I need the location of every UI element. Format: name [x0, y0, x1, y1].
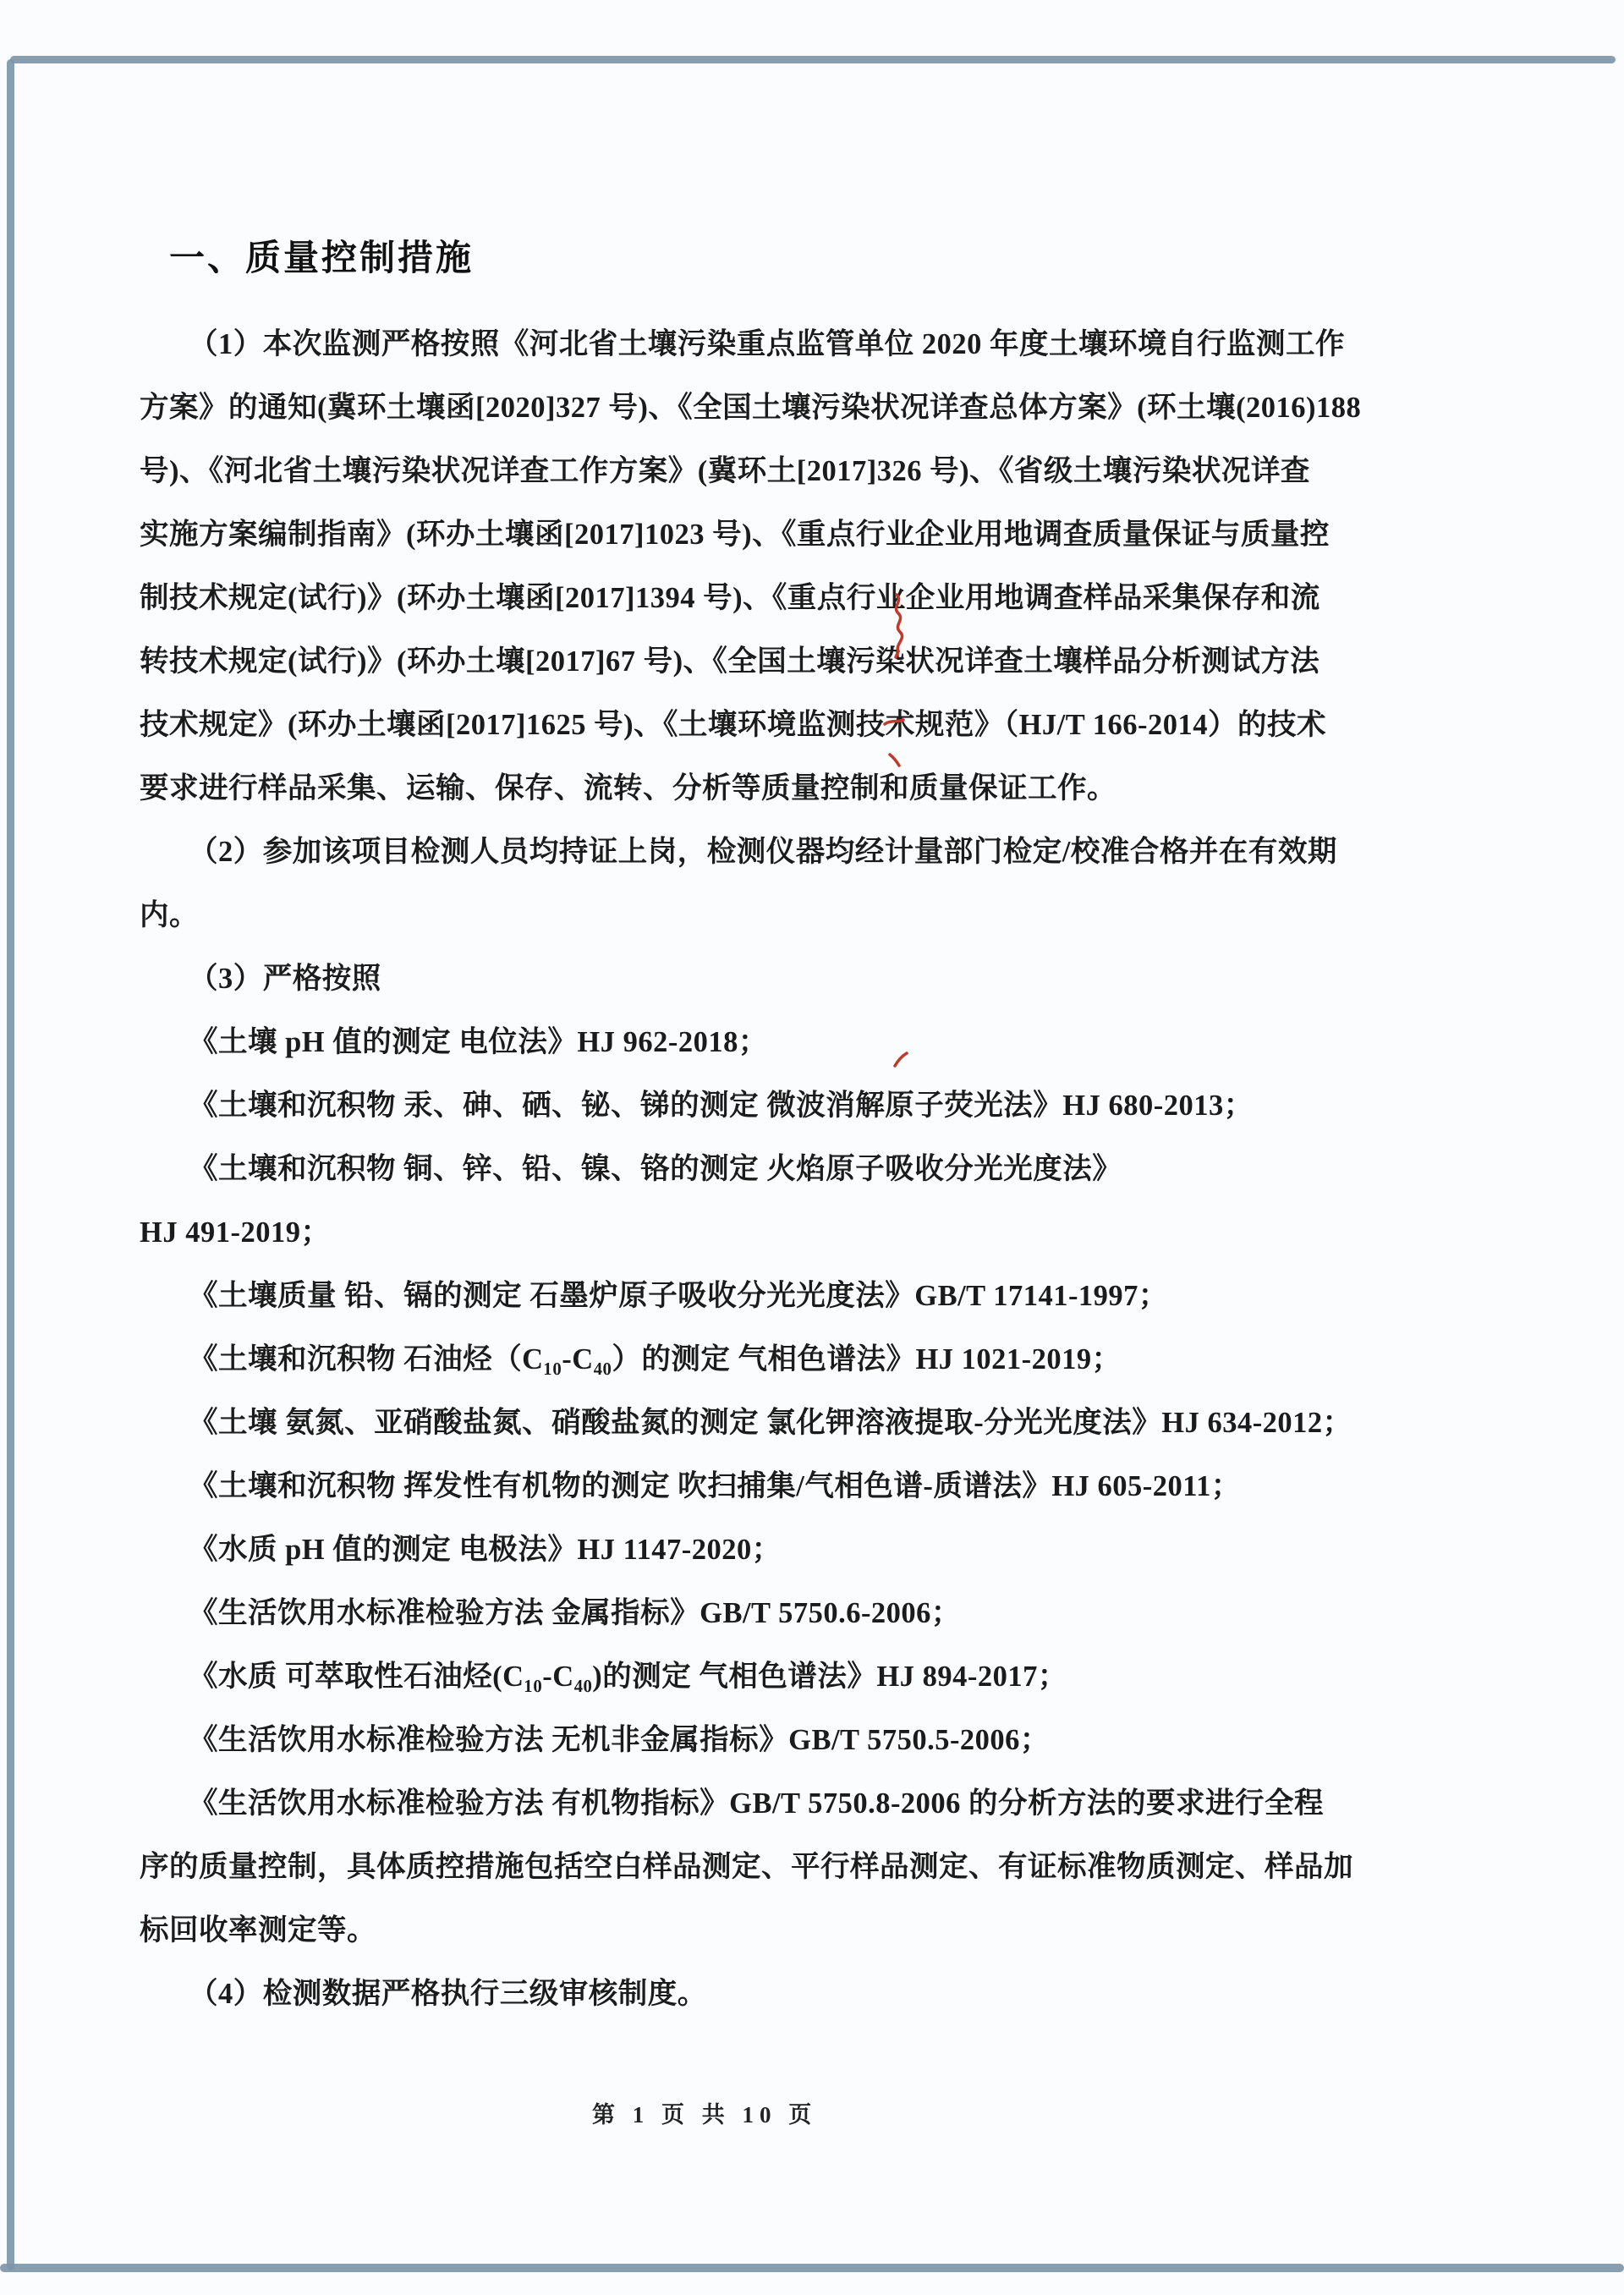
text-line: 《水质 可萃取性石油烃(C₁₀-C₄₀)的测定 气相色谱法》HJ 894-2017；: [189, 1661, 1067, 1693]
text-line: 转技术规定(试行)》(环办土壤[2017]67 号)、《全国土壤污染状况详查土壤样品分析测试方法: [140, 645, 1320, 678]
text-line: HJ 491-2019；: [140, 1216, 331, 1249]
text-line: 内。: [140, 899, 199, 931]
text-line: 《土壤和沉积物 汞、砷、硒、铋、锑的测定 微波消解原子荧光法》HJ 680-2013；: [189, 1090, 1254, 1122]
text-line: 《土壤和沉积物 石油烃（C₁₀-C₄₀）的测定 气相色谱法》HJ 1021-2019；: [189, 1343, 1122, 1375]
text-line: 《生活饮用水标准检验方法 无机非金属指标》GB/T 5750.5-2006；: [189, 1724, 1050, 1756]
text-line: 《生活饮用水标准检验方法 金属指标》GB/T 5750.6-2006；: [189, 1597, 961, 1629]
text-line: 实施方案编制指南》(环办土壤函[2017]1023 号)、《重点行业企业用地调查质量保证与质量控: [140, 519, 1330, 551]
text-line: 方案》的通知(冀环土壤函[2020]327 号)、《全国土壤污染状况详查总体方案》(环土壤(2016)188: [140, 392, 1362, 424]
text-line: （1）本次监测严格按照《河北省土壤污染重点监管单位 2020 年度土壤环境自行监测工作: [189, 328, 1345, 360]
text-line: （2）参加该项目检测人员均持证上岗，检测仪器均经计量部门检定/校准合格并在有效期: [189, 836, 1337, 868]
text-line: 制技术规定(试行)》(环办土壤函[2017]1394 号)、《重点行业企业用地调查样品采集保存和流: [140, 582, 1320, 614]
text-line: 《土壤质量 铅、镉的测定 石墨炉原子吸收分光光度法》GB/T 17141-1997；: [189, 1280, 1168, 1312]
text-line: 号)、《河北省土壤污染状况详查工作方案》(冀环土[2017]326 号)、《省级土壤污染状况详查: [140, 455, 1310, 487]
section-heading: 一、质量控制措施: [169, 238, 475, 277]
text-line: 序的质量控制，具体质控措施包括空白样品测定、平行样品测定、有证标准物质测定、样品加: [140, 1851, 1353, 1883]
text-line: （3）严格按照: [189, 963, 381, 995]
red-tick-mark: [887, 751, 903, 768]
text-line: 《土壤和沉积物 挥发性有机物的测定 吹扫捕集/气相色谱-质谱法》HJ 605-2011；: [189, 1470, 1241, 1502]
text-line: 要求进行样品采集、运输、保存、流转、分析等质量控制和质量保证工作。: [140, 772, 1116, 804]
text-line: （4）检测数据严格执行三级审核制度。: [189, 1978, 707, 2010]
scan-edge-left: [7, 59, 14, 2270]
scan-edge-bottom: [0, 2264, 1624, 2272]
text-line: 《土壤和沉积物 铜、锌、铅、镍、铬的测定 火焰原子吸收分光光度法》: [189, 1153, 1122, 1185]
text-line: 《土壤 氨氮、亚硝酸盐氮、硝酸盐氮的测定 氯化钾溶液提取-分光光度法》HJ 634-2012；: [189, 1407, 1352, 1439]
text-line: 《土壤 pH 值的测定 电位法》HJ 962-2018；: [189, 1026, 768, 1058]
document-body: [140, 230, 1501, 2026]
red-tick-mark: [892, 1051, 909, 1069]
page-footer: 第 1 页 共 10 页: [592, 2102, 818, 2128]
text-line: 《水质 pH 值的测定 电极法》HJ 1147-2020；: [189, 1534, 782, 1566]
red-dash-mark: [883, 715, 905, 728]
text-line: 技术规定》(环办土壤函[2017]1625 号)、《土壤环境监测技术规范》（HJ/T 166-2014）的技术: [140, 709, 1326, 741]
red-squiggle-mark: [885, 592, 910, 660]
text-line: 标回收率测定等。: [140, 1914, 376, 1946]
scan-edge-top: [10, 56, 1616, 63]
text-line: 《生活饮用水标准检验方法 有机物指标》GB/T 5750.8-2006 的分析方法的要求进行全程: [189, 1787, 1325, 1820]
